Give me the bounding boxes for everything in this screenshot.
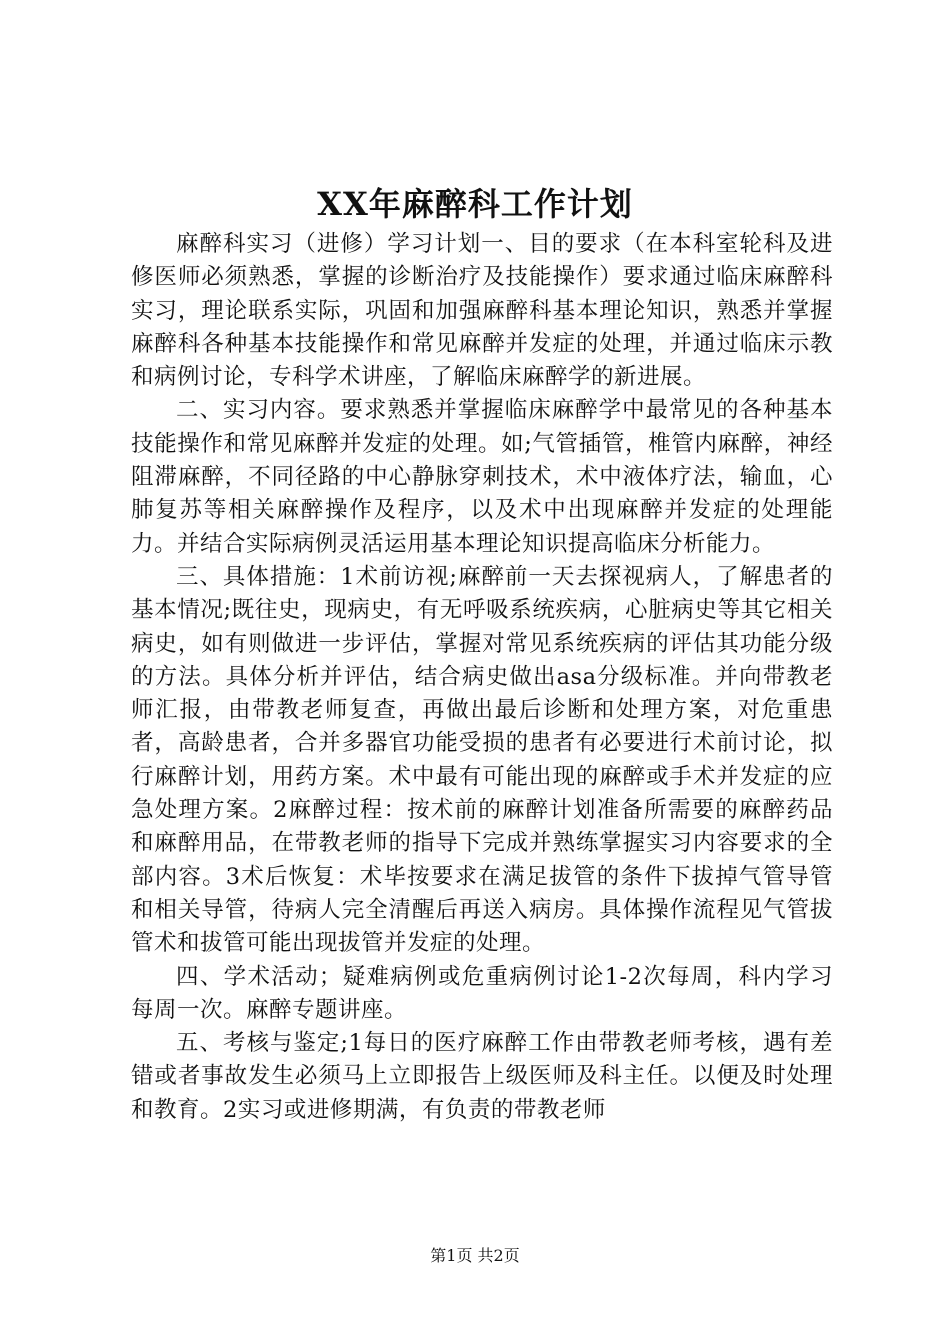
paragraph-internship-content: 二、实习内容。要求熟悉并掌握临床麻醉学中最常见的各种基本技能操作和常见麻醉并发症的处理。如;气管插管，椎管内麻醉，神经阻滞麻醉，不同径路的中心静脉穿刺技术，术中液体疗法，输血，心肺复苏等相关麻醉操作及程序，以及术中出现麻醉并发症的处理能力。并结合实际病例灵活运用基本理论知识提高临床分析能力。 xyxy=(131,397,833,557)
document-title: XX年麻醉科工作计划 xyxy=(317,185,633,223)
document-body xyxy=(131,228,833,1127)
paragraph-academic-activities: 四、学术活动；疑难病例或危重病例讨论1-2次每周，科内学习每周一次。麻醉专题讲座。 xyxy=(131,963,833,1023)
paragraph-objectives: 麻醉科实习（进修）学习计划一、目的要求（在本科室轮科及进修医师必须熟悉，掌握的诊断治疗及技能操作）要求通过临床麻醉科实习，理论联系实际，巩固和加强麻醉科基本理论知识，熟悉并掌握麻醉科各种基本技能操作和常见麻醉并发症的处理，并通过临床示教和病例讨论，专科学术讲座，了解临床麻醉学的新进展。 xyxy=(131,231,833,391)
page-number-footer: 第1页 共2页 xyxy=(430,1246,520,1265)
paragraph-assessment: 五、考核与鉴定;1每日的医疗麻醉工作由带教老师考核，遇有差错或者事故发生必须马上立即报告上级医师及科主任。以便及时处理和教育。2实习或进修期满，有负责的带教老师 xyxy=(131,1030,833,1123)
paragraph-specific-measures: 三、具体措施：1术前访视;麻醉前一天去探视病人，了解患者的基本情况;既往史，现病史，有无呼吸系统疾病，心脏病史等其它相关病史，如有则做进一步评估，掌握对常见系统疾病的评估其功能分级的方法。具体分析并评估，结合病史做出asa分级标准。并向带教老师汇报，由带教老师复查，再做出最后诊断和处理方案，对危重患者，高龄患者，合并多器官功能受损的患者有必要进行术前讨论，拟行麻醉计划，用药方案。术中最有可能出现的麻醉或手术并发症的应急处理方案。2麻醉过程：按术前的麻醉计划准备所需要的麻醉药品和麻醉用品，在带教老师的指导下完成并熟练掌握实习内容要求的全部内容。3术后恢复：术毕按要求在满足拔管的条件下拔掉气管导管和相关导管，待病人完全清醒后再送入病房。具体操作流程见气管拔管术和拔管可能出现拔管并发症的处理。 xyxy=(131,563,833,957)
